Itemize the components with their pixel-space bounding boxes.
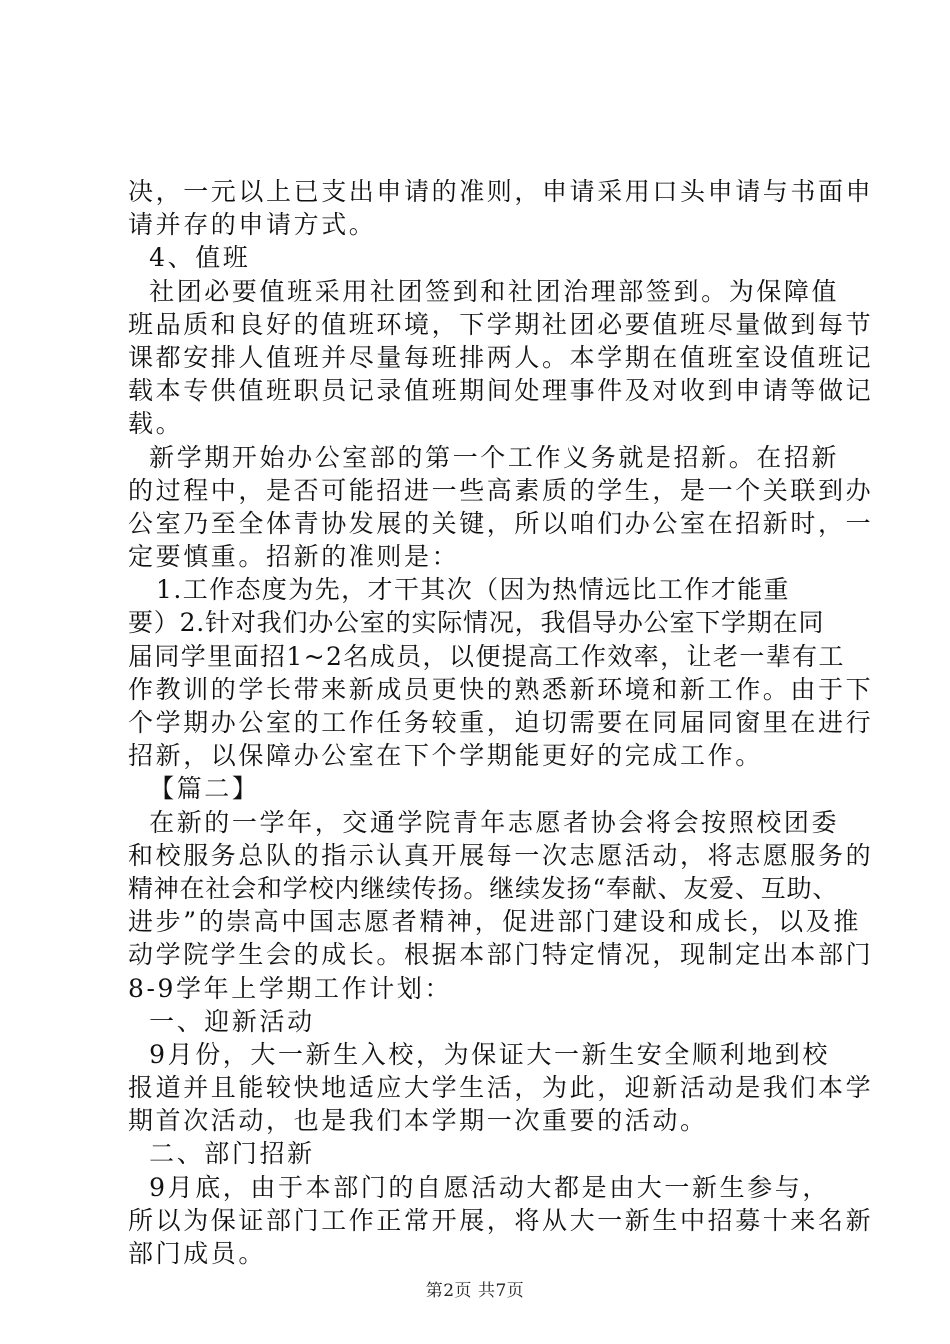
text-line: 班品质和良好的值班环境，下学期社团必要值班尽量做到每节 [128, 309, 874, 339]
text-line: 决，一元以上已支出申请的准则，申请采用口头申请与书面申 [128, 177, 874, 206]
text-line: 载本专供值班职员记录值班期间处理事件及对收到申请等做记 [128, 376, 874, 406]
text-line: 载。 [128, 409, 184, 439]
text-line: 8-9学年上学期工作计划： [128, 973, 453, 1003]
section-heading: 一、迎新活动 [128, 1006, 315, 1036]
text-line: 精神在社会和学校内继续传扬。继续发扬“奉献、友爱、互助、 [128, 873, 839, 903]
text-line: 新学期开始办公室部的第一个工作义务就是招新。在招新 [128, 442, 840, 472]
section-heading: 【篇二】 [128, 774, 260, 804]
text-line: 和校服务总队的指示认真开展每一次志愿活动，将志愿服务的 [128, 840, 874, 870]
text-line: 1.工作态度为先，才干其次（因为热情远比工作才能重 [128, 575, 790, 605]
text-line: 进步”的崇高中国志愿者精神，促进部门建设和成长，以及推 [128, 907, 861, 937]
text-line: 所以为保证部门工作正常开展，将从大一新生中招募十来名新 [128, 1205, 874, 1235]
text-line: 社团必要值班采用社团签到和社团治理部签到。为保障值 [128, 276, 840, 306]
section-heading: 二、部门招新 [128, 1139, 315, 1169]
text-line: 定要慎重。招新的准则是： [128, 542, 460, 572]
text-line: 报道并且能较快地适应大学生活，为此，迎新活动是我们本学 [128, 1073, 874, 1103]
text-line: 9月底，由于本部门的自愿活动大都是由大一新生参与， [128, 1172, 831, 1202]
document-body [128, 175, 874, 1270]
text-line: 动学院学生会的成长。根据本部门特定情况，现制定出本部门 [128, 940, 874, 970]
text-line: 请并存的申请方式。 [128, 210, 377, 240]
text-line: 课都安排人值班并尽量每班排两人。本学期在值班室设值班记 [128, 342, 874, 372]
text-line: 届同学里面招1~2名成员，以便提高工作效率，让老一辈有工 [128, 641, 845, 671]
section-heading: 4、值班 [128, 243, 251, 273]
text-line: 部门成员。 [128, 1239, 267, 1268]
text-line: 期首次活动，也是我们本学期一次重要的活动。 [128, 1106, 708, 1136]
text-line: 公室乃至全体青协发展的关键，所以咱们办公室在招新时，一 [128, 508, 874, 538]
text-line: 作教训的学长带来新成员更快的熟悉新环境和新工作。由于下 [128, 674, 874, 704]
page-number-footer: 第2页 共7页 [425, 1281, 525, 1301]
text-line: 在新的一学年，交通学院青年志愿者协会将会按照校团委 [128, 807, 840, 837]
text-line: 要）2.针对我们办公室的实际情况，我倡导办公室下学期在同 [128, 608, 825, 638]
text-line: 个学期办公室的工作任务较重，迫切需要在同届同窗里在进行 [128, 708, 874, 737]
text-line: 的过程中，是否可能招进一些高素质的学生，是一个关联到办 [128, 475, 874, 505]
text-line: 9月份，大一新生入校，为保证大一新生安全顺利地到校 [128, 1039, 831, 1069]
text-line: 招新，以保障办公室在下个学期能更好的完成工作。 [128, 741, 763, 771]
